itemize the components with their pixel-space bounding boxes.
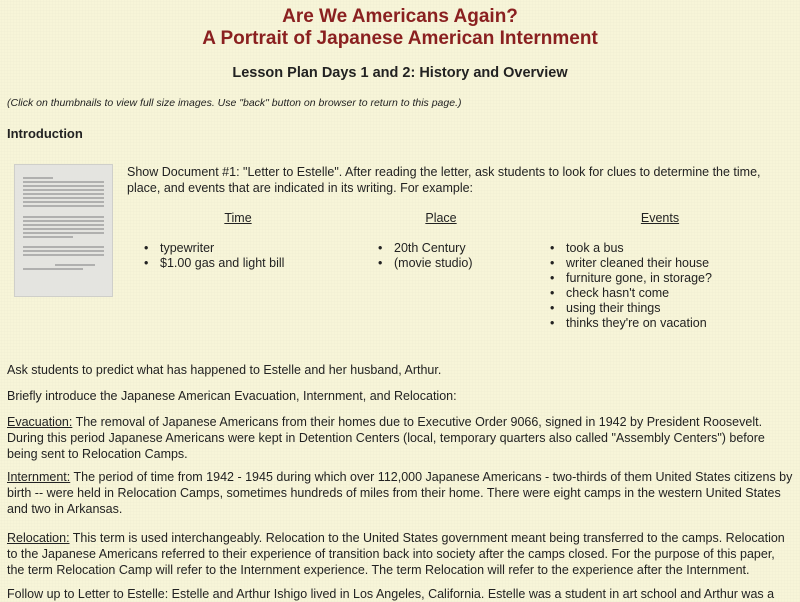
list-item: • check hasn't come [550, 286, 712, 301]
evacuation-text: The removal of Japanese Americans from their homes due to Executive Order 9066, signed in 1942 by President Roosevelt. During this period Japanese Americans were kept in Detention Centers (local, temporary quarters also called "Assembly Centers") before being sent to Relocation Camps. [7, 415, 765, 461]
follow-up-paragraph: Follow up to Letter to Estelle: Estelle and Arthur Ishigo lived in Los Angeles, California. Estelle was a student in art school and Arthur was a [7, 587, 775, 601]
events-heading: Events [640, 211, 680, 225]
time-column [160, 211, 288, 270]
place-heading: Place [425, 211, 457, 225]
list-item: • took a bus [550, 241, 712, 256]
events-column [566, 211, 712, 330]
list-item: • $1.00 gas and light bill [144, 256, 284, 271]
evacuation-term: Evacuation: [7, 415, 73, 429]
list-item: • thinks they're on vacation [550, 316, 712, 331]
page-subtitle: Lesson Plan Days 1 and 2: History and Overview [232, 65, 568, 81]
relocation-text: This term is used interchangeably. Relocation to the United States government meant being transferred to the camps. Relocation to the Japanese Americans referred to their experience of transition back into society after the camps closed. For the purpose of this paper, the term Relocation Camp will refer to the Internment experience. The term Relocation will refer to the experience after the Internment. [7, 531, 785, 577]
list-item: • writer cleaned their house [550, 256, 712, 271]
list-item: • (movie studio) [378, 256, 473, 271]
time-heading: Time [224, 211, 252, 225]
internment-paragraph [7, 469, 793, 517]
internment-text: The period of time from 1942 - 1945 during which over 112,000 Japanese Americans - two-thirds of them United States citizens by birth -- were held in Relocation Camps, sometimes hundreds of miles from their home. There were eight camps in the western United States and two in Arkansas. [7, 470, 793, 516]
list-item: • furniture gone, in storage? [550, 271, 712, 286]
internment-term: Internment: [7, 470, 71, 484]
title-line-2: A Portrait of Japanese American Internment [202, 28, 598, 49]
list-item: • typewriter [144, 241, 284, 256]
instruction-note: (Click on thumbnails to view full size images. Use "back" button on browser to return to this page.) [7, 97, 462, 109]
events-list [550, 241, 712, 331]
relocation-paragraph [7, 530, 793, 578]
predict-paragraph: Ask students to predict what has happened to Estelle and her husband, Arthur. [7, 363, 442, 377]
relocation-term: Relocation: [7, 531, 70, 545]
page-title [0, 0, 800, 50]
title-line-1: Are We Americans Again? [282, 6, 518, 27]
list-item: • 20th Century [378, 241, 473, 256]
introduce-paragraph: Briefly introduce the Japanese American Evacuation, Internment, and Relocation: [7, 389, 457, 403]
time-list [144, 241, 284, 271]
show-document-text: Show Document #1: "Letter to Estelle". After reading the letter, ask students to look for clues to determine the time, place, and events that are indicated in its writing. For example: [127, 165, 761, 195]
introduction-heading: Introduction [7, 126, 83, 141]
evacuation-paragraph [7, 414, 793, 462]
place-list [378, 241, 473, 271]
list-item: • using their things [550, 301, 712, 316]
place-column [391, 211, 491, 270]
letter-thumbnail-link[interactable] [14, 164, 113, 297]
